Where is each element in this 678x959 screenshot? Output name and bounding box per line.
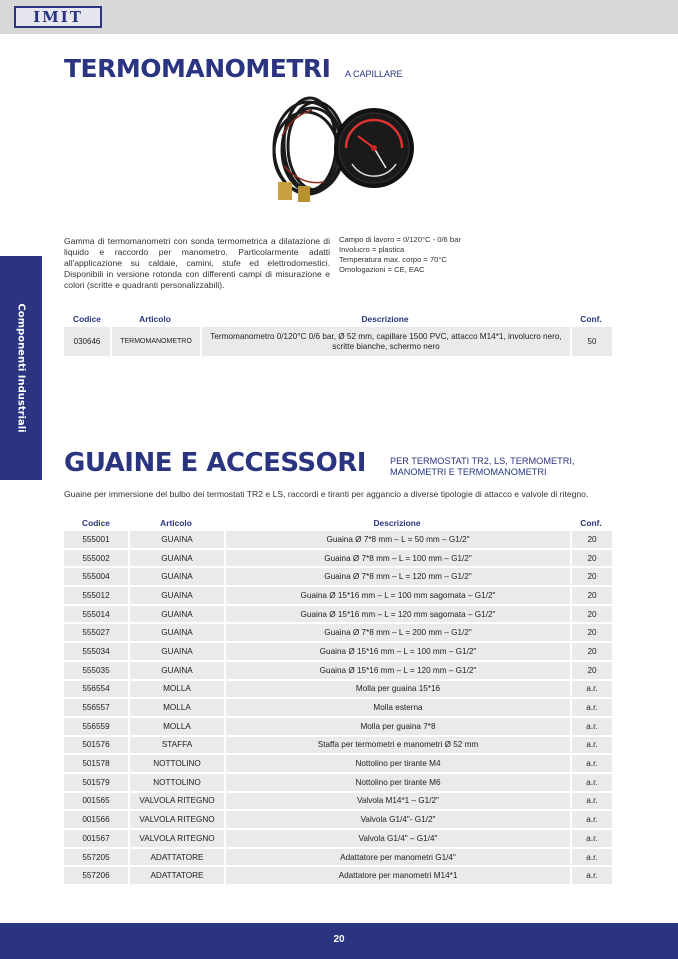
cell-codice: 001565 (64, 793, 128, 810)
cell-descrizione: Nottolino per tirante M6 (224, 774, 570, 791)
cell-codice: 555035 (64, 662, 128, 679)
table-row (64, 867, 612, 884)
cell-articolo: VALVOLA RITEGNO (128, 830, 224, 847)
cell-descrizione: Molla esterna (224, 699, 570, 716)
cell-conf: a.r. (570, 867, 612, 884)
table-row (64, 737, 612, 754)
table-row (64, 681, 612, 698)
cell-articolo: TERMOMANOMETRO (110, 327, 200, 356)
cell-articolo: MOLLA (128, 718, 224, 735)
spec-line: Involucro = plastica (339, 245, 405, 254)
cell-codice: 501576 (64, 737, 128, 754)
cell-codice: 555004 (64, 568, 128, 585)
cell-codice: 555034 (64, 643, 128, 660)
table-row (64, 718, 612, 735)
section2-subtitle (390, 456, 574, 478)
table-row (64, 811, 612, 828)
table-row (64, 699, 612, 716)
cell-conf: a.r. (570, 699, 612, 716)
cell-articolo: GUAINA (128, 550, 224, 567)
cell-descrizione: Guaina Ø 15*16 mm – L = 120 mm sagomata – G1/2" (224, 606, 570, 623)
cell-descrizione: Guaina Ø 7*8 mm – L = 200 mm – G1/2" (224, 624, 570, 641)
cell-descrizione: Guaina Ø 7*8 mm – L = 50 mm – G1/2" (224, 531, 570, 548)
cell-conf: a.r. (570, 718, 612, 735)
cell-conf: 20 (570, 643, 612, 660)
section1-specs (339, 235, 461, 275)
footer-bar (0, 923, 678, 959)
cell-conf: 20 (570, 587, 612, 604)
cell-codice: 501578 (64, 755, 128, 772)
cell-codice: 555002 (64, 550, 128, 567)
table-row (64, 774, 612, 791)
cell-codice: 557205 (64, 849, 128, 866)
cell-conf: 20 (570, 550, 612, 567)
guaine-table (64, 514, 612, 886)
sidebar-tab (0, 256, 42, 480)
cell-conf: a.r. (570, 811, 612, 828)
cell-articolo: GUAINA (128, 531, 224, 548)
col-header-articolo: Articolo (139, 313, 171, 324)
cell-articolo: MOLLA (128, 681, 224, 698)
cell-conf: 20 (570, 624, 612, 641)
cell-descrizione: Valvola M14*1 – G1/2" (224, 793, 570, 810)
cell-codice: 555012 (64, 587, 128, 604)
col-header-conf: Conf. (580, 517, 602, 528)
table-row (64, 849, 612, 866)
cell-articolo: GUAINA (128, 624, 224, 641)
cell-descrizione: Valvola G1/4"- G1/2" (224, 811, 570, 828)
col-header-codice: Codice (73, 313, 101, 324)
table-row (64, 606, 612, 623)
cell-codice: 555001 (64, 531, 128, 548)
col-header-codice: Codice (82, 517, 110, 528)
col-header-descrizione: Descrizione (373, 517, 421, 528)
cell-conf: 20 (570, 531, 612, 548)
cell-codice: 001567 (64, 830, 128, 847)
cell-articolo: GUAINA (128, 643, 224, 660)
cell-articolo: ADATTATORE (128, 867, 224, 884)
termomanometri-table (64, 310, 612, 358)
section1-subtitle: A CAPILLARE (345, 69, 403, 79)
table-row (64, 587, 612, 604)
cell-conf: 20 (570, 662, 612, 679)
cell-articolo: NOTTOLINO (128, 755, 224, 772)
cell-conf: a.r. (570, 681, 612, 698)
table-row (64, 531, 612, 548)
table-header-row (64, 312, 612, 325)
cell-codice: 555027 (64, 624, 128, 641)
cell-descrizione: Molla per guaina 15*16 (224, 681, 570, 698)
cell-codice: 556559 (64, 718, 128, 735)
table-row (64, 568, 612, 585)
cell-descrizione: Guaina Ø 7*8 mm – L = 120 mm – G1/2" (224, 568, 570, 585)
cell-articolo: VALVOLA RITEGNO (128, 811, 224, 828)
cell-codice: 556554 (64, 681, 128, 698)
cell-codice: 501579 (64, 774, 128, 791)
cell-codice: 555014 (64, 606, 128, 623)
cell-articolo: GUAINA (128, 587, 224, 604)
cell-descrizione: Guaina Ø 15*16 mm – L = 120 mm – G1/2" (224, 662, 570, 679)
cell-conf: a.r. (570, 793, 612, 810)
cell-descrizione: Guaina Ø 15*16 mm – L = 100 mm – G1/2" (224, 643, 570, 660)
cell-descrizione: Termomanometro 0/120°C 0/6 bar, Ø 52 mm, capillare 1500 PVC, attacco M14*1, involucro nero, scritte bianche, schermo nero (200, 327, 570, 356)
cell-descrizione: Valvola G1/4" – G1/4" (224, 830, 570, 847)
cell-conf: a.r. (570, 774, 612, 791)
spec-line: Campo di lavoro = 0/120°C - 0/6 bar (339, 235, 461, 244)
cell-codice: 556557 (64, 699, 128, 716)
cell-conf: 20 (570, 606, 612, 623)
cell-articolo: GUAINA (128, 662, 224, 679)
page-number: 20 (333, 934, 345, 945)
cell-conf: a.r. (570, 849, 612, 866)
table-row (64, 662, 612, 679)
col-header-articolo: Articolo (160, 517, 192, 528)
table-row (64, 755, 612, 772)
cell-conf: 20 (570, 568, 612, 585)
cell-descrizione: Nottolino per tirante M4 (224, 755, 570, 772)
top-bar (0, 0, 678, 34)
cell-descrizione: Adattatore per manometri G1/4" (224, 849, 570, 866)
table-row (64, 327, 612, 356)
spec-line: Omologazioni = CE, EAC (339, 265, 425, 274)
cell-articolo: GUAINA (128, 568, 224, 585)
cell-descrizione: Staffa per termometri e manometri Ø 52 mm (224, 737, 570, 754)
cell-descrizione: Adattatore per manometri M14*1 (224, 867, 570, 884)
cell-conf: a.r. (570, 755, 612, 772)
col-header-conf: Conf. (580, 313, 602, 324)
table-row (64, 643, 612, 660)
cell-articolo: VALVOLA RITEGNO (128, 793, 224, 810)
table-row (64, 550, 612, 567)
cell-codice: 030646 (64, 327, 110, 356)
imit-logo: IMIT (14, 6, 102, 28)
table-row (64, 624, 612, 641)
termomanometro-image (262, 86, 422, 214)
cell-articolo: MOLLA (128, 699, 224, 716)
section1-intro: Gamma di termomanometri con sonda termometrica a dilatazione di liquido e raccordo per manometro. Particolarmente adatti all'applicazione su caldaie, camini, stufe ed elettrodomestici. Disponibili in versione rotonda con differenti campi di misurazione e colori (scritte e quadranti personalizzabili). (64, 236, 330, 290)
sidebar-label: Componenti Industriali (15, 303, 27, 433)
spec-line: Temperatura max. corpo = 70°C (339, 255, 447, 264)
cell-codice: 557206 (64, 867, 128, 884)
section2-title: GUAINE E ACCESSORI (64, 448, 366, 478)
cell-descrizione: Guaina Ø 15*16 mm – L = 100 mm sagomata – G1/2" (224, 587, 570, 604)
section2-subtitle-line2: MANOMETRI E TERMOMANOMETRI (390, 467, 547, 477)
table-header-row (64, 516, 612, 529)
cell-articolo: ADATTATORE (128, 849, 224, 866)
cell-codice: 001566 (64, 811, 128, 828)
table-row (64, 830, 612, 847)
cell-conf: a.r. (570, 830, 612, 847)
section1-title: TERMOMANOMETRI (64, 54, 331, 83)
cell-descrizione: Guaina Ø 7*8 mm – L = 100 mm – G1/2" (224, 550, 570, 567)
cell-descrizione: Molla per guaina 7*8 (224, 718, 570, 735)
section2-intro: Guaine per immersione del bulbo dei termostati TR2 e LS, raccordi e tiranti per aggancio a diverse tipologie di attacco e valvole di ritegno. (64, 489, 589, 499)
section2-subtitle-line1: PER TERMOSTATI TR2, LS, TERMOMETRI, (390, 456, 575, 466)
table-row (64, 793, 612, 810)
cell-articolo: GUAINA (128, 606, 224, 623)
cell-conf: a.r. (570, 737, 612, 754)
cell-articolo: STAFFA (128, 737, 224, 754)
cell-articolo: NOTTOLINO (128, 774, 224, 791)
col-header-descrizione: Descrizione (361, 313, 409, 324)
cell-conf: 50 (570, 327, 612, 356)
